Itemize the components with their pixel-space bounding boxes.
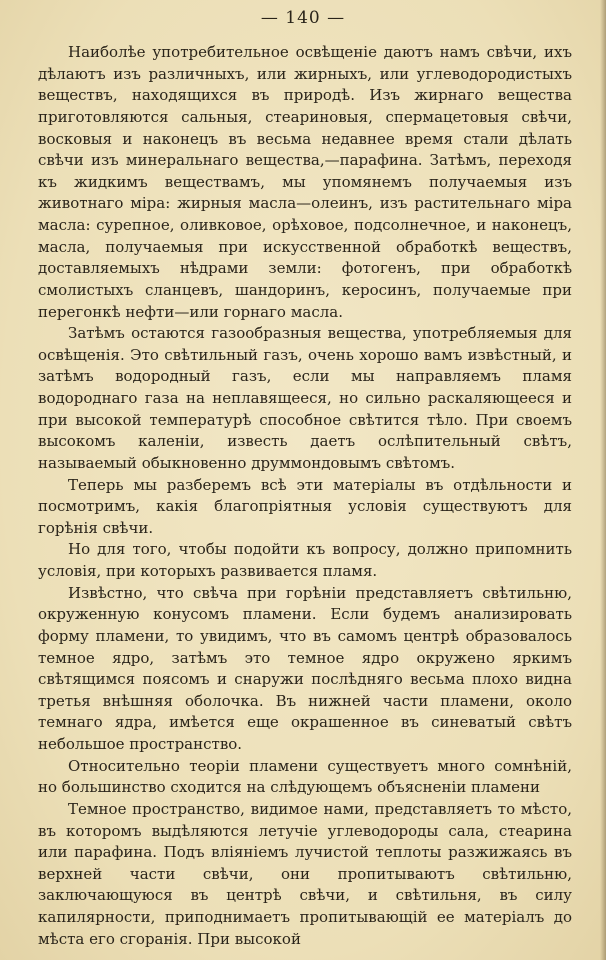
page-edge-shadow — [600, 0, 606, 960]
paragraph-4: Но для того, чтобы подойти къ вопросу, должно припомнить условія, при которыхъ развивается пламя. — [38, 540, 572, 580]
paragraph-2: Затѣмъ остаются газообразныя вещества, употребляемыя для освѣщенія. Это свѣтильный газъ, очень хорошо вамъ извѣстный, и затѣмъ водородный газъ, если мы направляемъ пламя водороднаго газа на неплавящееся, но сильно раскаляющееся и при высокой температурѣ способное свѣтится тѣло. При своемъ высокомъ каленіи, известь даетъ ослѣпительный свѣтъ, называемый обыкновенно друммондовымъ свѣтомъ. — [38, 324, 572, 472]
paragraph-3: Теперь мы разберемъ всѣ эти матеріалы въ отдѣльности и посмотримъ, какія благопріятныя условія существуютъ для горѣнія свѣчи. — [38, 475, 572, 537]
page-number: — 140 — — [260, 8, 346, 28]
paragraph-6: Относительно теоріи пламени существуетъ много сомнѣній, но большинство сходится на слѣдующемъ объясненіи пламени — [38, 756, 572, 797]
paragraph-1: Наиболѣе употребительное освѣщеніе даютъ намъ свѣчи, ихъ дѣлаютъ изъ различныхъ, или жирныхъ, или углеводородистыхъ веществъ, находящихся въ природѣ. Изъ жирнаго вещества приготовляются сальныя, стеариновыя, спермацетовыя свѣчи, восковыя и наконецъ въ весьма недавнее время стали дѣлать свѣчи изъ минеральнаго вещества,—парафина. Затѣмъ, переходя къ жидкимъ веществамъ, мы упомянемъ получаемыя изъ животнаго міра: жирныя масла—олеинъ, изъ растительнаго міра масла: сурепное, оливковое, орѣховое, подсолнечное, и наконецъ, масла, получаемыя при искусственной обработкѣ веществъ, доставляемыхъ нѣдрами земли: фотогенъ, при обработкѣ смолистыхъ сланцевъ, шандоринъ, керосинъ, получаемые при перегонкѣ нефти—или горнаго масла. — [38, 43, 572, 321]
paragraph-7: Темное пространство, видимое нами, представляетъ то мѣсто, въ которомъ выдѣляются летучіе углеводороды сала, стеарина или парафина. Подъ вліяніемъ лучистой теплоты разжижаясь въ верхней части свѣчи, они пропитываютъ свѣтильню, заключающуюся въ центрѣ свѣчи, и свѣтильня, въ силу капилярности, приподнимаетъ пропитывающій ее матеріалъ до мѣста его сгоранія. При высокой — [38, 799, 572, 948]
body-text — [38, 42, 572, 950]
paragraph-5: Извѣстно, что свѣча при горѣніи представляетъ свѣтильню, окруженную конусомъ пламени. Если будемъ анализировать форму пламени, то увидимъ, что въ самомъ центрѣ образовалось темное ядро, затѣмъ это темное ядро окружено яркимъ свѣтящимся поясомъ и снаружи послѣдняго весьма плохо видна третья внѣшняя оболочка. Въ нижней части пламени, около темнаго ядра, имѣется еще окрашенное въ синеватый свѣтъ небольшое пространство. — [38, 583, 572, 753]
